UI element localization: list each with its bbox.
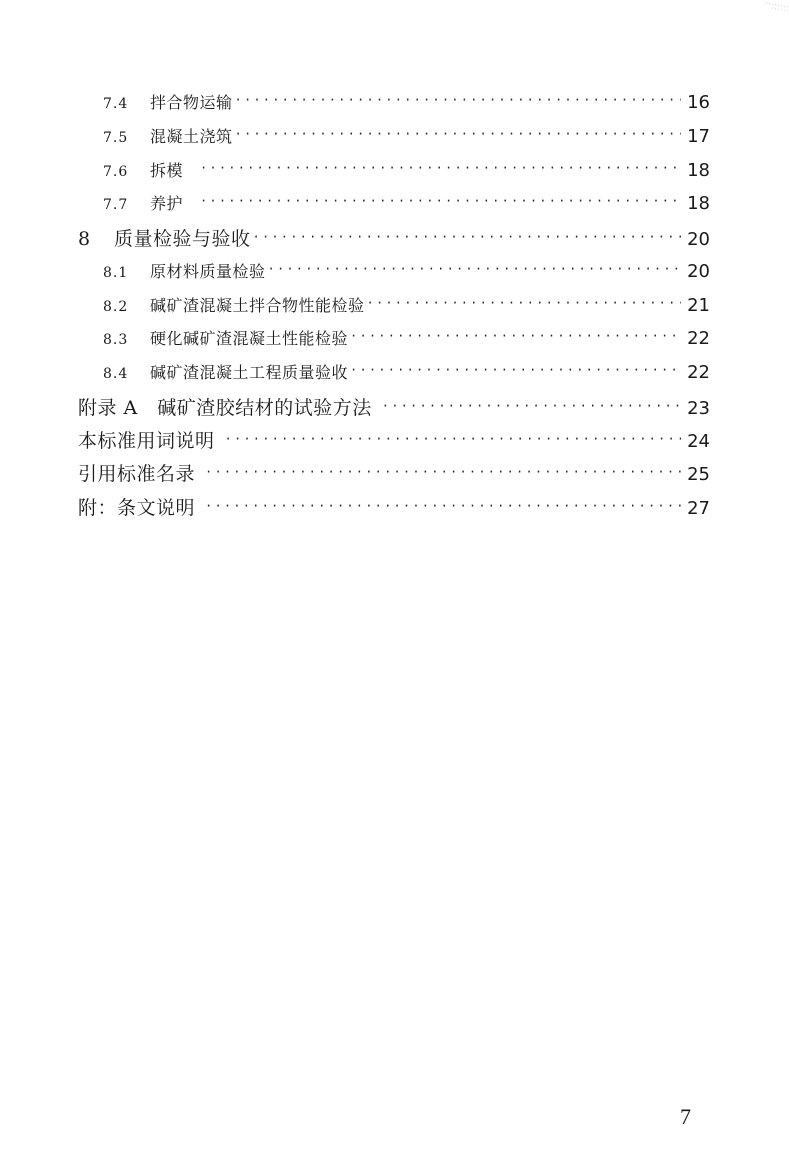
- dot-leader: [382, 399, 681, 413]
- dot-leader: [200, 194, 681, 208]
- toc-entry-number: 7.4: [103, 96, 129, 112]
- toc-entry-8-4[interactable]: [103, 360, 710, 383]
- toc-entry-title: 原材料质量检验: [150, 262, 266, 281]
- toc-entry-number: 8.1: [103, 265, 129, 281]
- toc-entry-page: 22: [687, 362, 710, 383]
- toc-entry-appendix-a[interactable]: [78, 393, 710, 420]
- toc-entry-number: 7.6: [103, 164, 129, 180]
- dot-leader: [350, 329, 681, 343]
- dot-leader: [268, 262, 682, 276]
- toc-entry-7-7[interactable]: [103, 191, 710, 214]
- page-number: 7: [680, 1104, 691, 1129]
- toc-entry-8-2[interactable]: [103, 293, 710, 316]
- toc-entry-page: 25: [687, 464, 710, 485]
- toc-entry-number: 8.3: [103, 332, 129, 348]
- toc-entry-wording-explanation[interactable]: [78, 426, 710, 453]
- toc-entry-page: 23: [687, 398, 710, 419]
- toc-entry-page: 18: [687, 193, 710, 214]
- toc-entry-title: 拌合物运输: [150, 93, 233, 112]
- dot-leader: [200, 161, 681, 175]
- toc-entry-page: 17: [687, 126, 710, 147]
- dot-leader: [253, 230, 682, 244]
- toc-entry-8-1[interactable]: [103, 259, 710, 282]
- toc-entry-normative-references[interactable]: [78, 459, 710, 486]
- toc-entry-page: 27: [687, 498, 710, 519]
- toc-entry-title: 附录 A 碱矿渣胶结材的试验方法: [78, 397, 372, 419]
- toc-entry-8[interactable]: [78, 224, 710, 251]
- toc-entry-page: 24: [687, 431, 710, 452]
- toc-entry-title: 质量检验与验收: [114, 228, 251, 250]
- toc-entry-title: 硬化碱矿渣混凝土性能检验: [150, 329, 349, 348]
- dot-leader: [205, 465, 681, 479]
- dot-leader: [350, 363, 681, 377]
- toc-entry-title: 附：条文说明: [78, 497, 196, 519]
- toc-entry-title: 本标准用词说明: [78, 430, 215, 452]
- toc-entry-page: 20: [687, 261, 710, 282]
- toc-entry-title: 碱矿渣混凝土工程质量验收: [150, 363, 349, 382]
- toc-entry-7-6[interactable]: [103, 158, 710, 181]
- toc-entry-title: 碱矿渣混凝土拌合物性能检验: [150, 296, 365, 315]
- toc-entry-page: 18: [687, 160, 710, 181]
- toc-entry-title: 混凝土浇筑: [150, 127, 233, 146]
- dot-leader: [235, 93, 682, 107]
- toc-entry-title: 引用标准名录: [78, 463, 196, 485]
- dot-leader: [235, 127, 682, 141]
- toc-entry-8-3[interactable]: [103, 326, 710, 349]
- toc-entry-clause-explanation[interactable]: [78, 493, 710, 520]
- toc-entry-page: 16: [687, 92, 710, 113]
- toc-entry-page: 21: [687, 295, 710, 316]
- toc-entry-7-4[interactable]: [103, 90, 710, 113]
- scan-artifact: [760, 0, 790, 14]
- toc-entry-number: 7.7: [103, 197, 129, 213]
- toc-entry-page: 22: [687, 328, 710, 349]
- toc-entry-number: 8.4: [103, 366, 129, 382]
- toc-entry-number: 7.5: [103, 130, 129, 146]
- toc-chapter-number: 8: [78, 228, 91, 250]
- toc-entry-number: 8.2: [103, 299, 129, 315]
- toc-entry-title: 养护: [150, 194, 184, 213]
- dot-leader: [205, 499, 681, 513]
- toc-entry-title: 拆模: [150, 161, 184, 180]
- dot-leader: [367, 296, 682, 310]
- dot-leader: [225, 432, 682, 446]
- toc-entry-page: 20: [687, 229, 710, 250]
- toc-entry-7-5[interactable]: [103, 124, 710, 147]
